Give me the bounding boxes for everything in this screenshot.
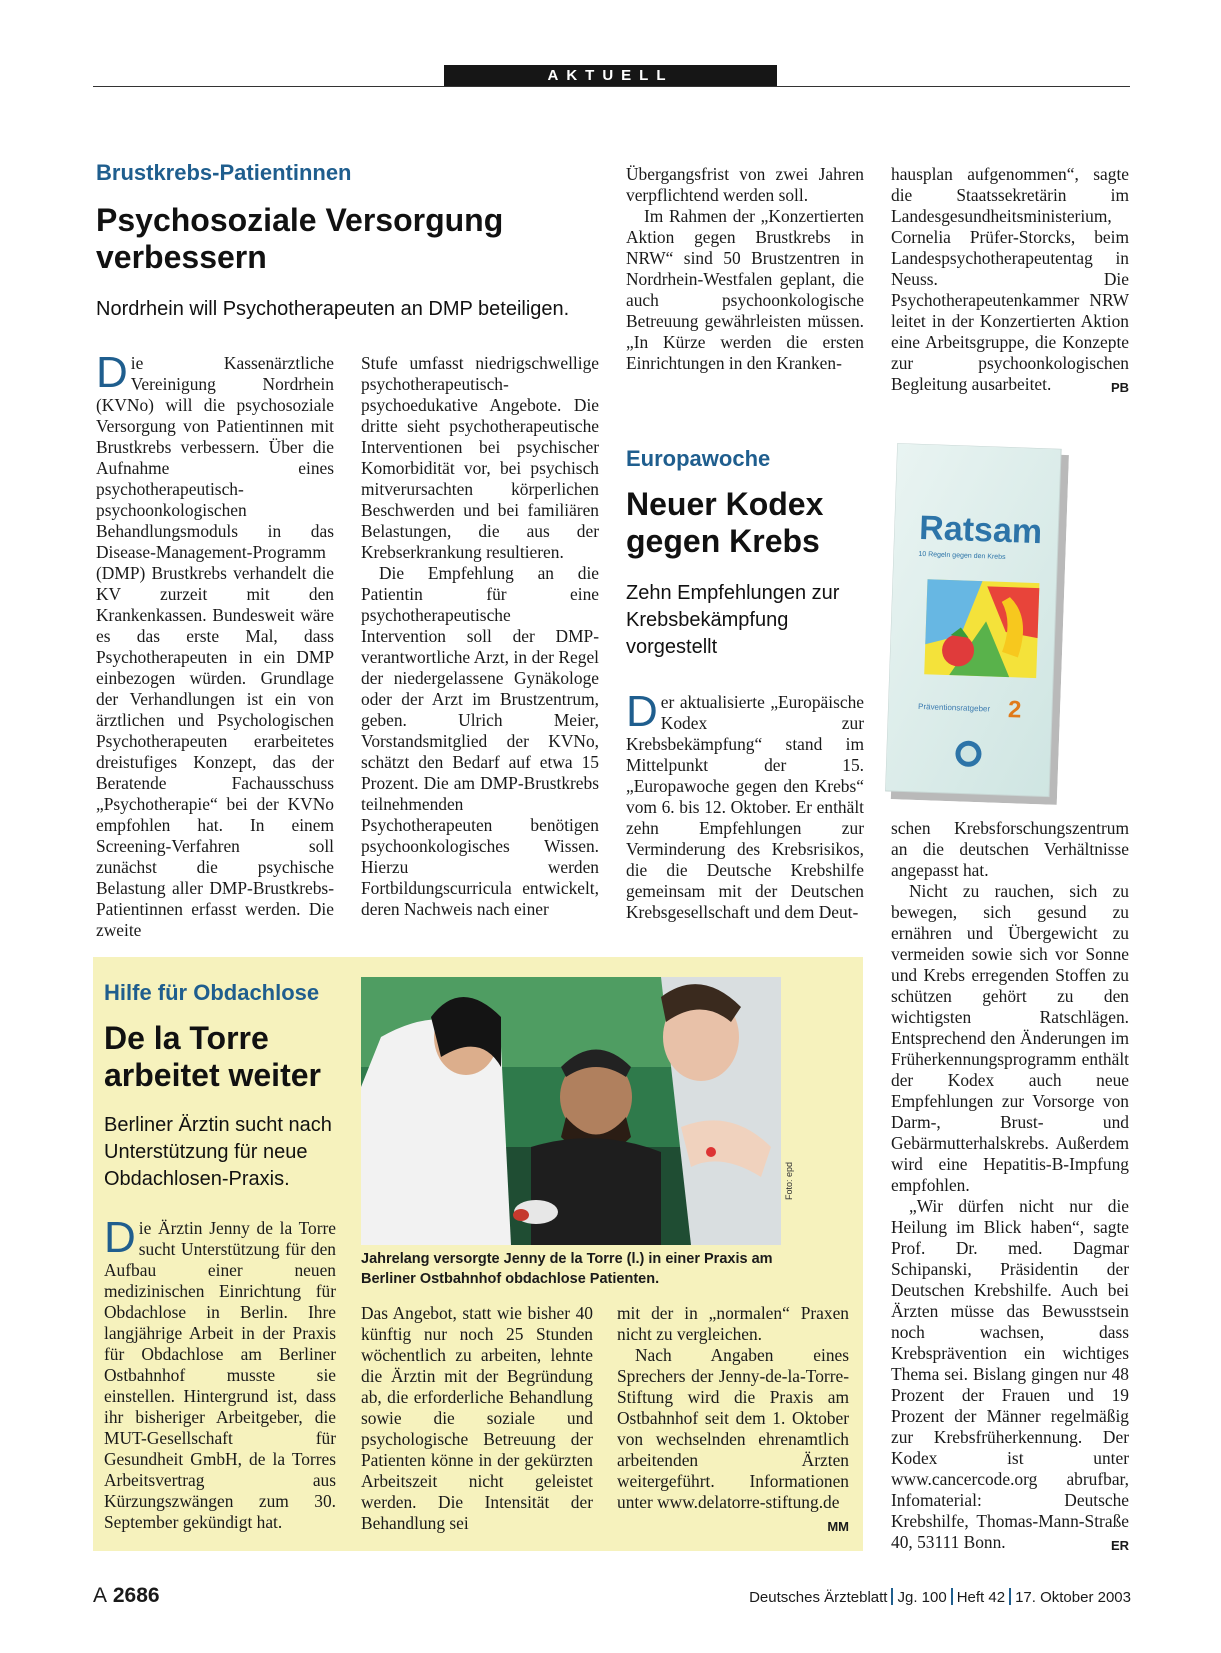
photo-credit: Foto: epd xyxy=(784,1161,794,1200)
article1-col3-para1: Übergangsfrist von zwei Jahren verpflichtend werden soll. xyxy=(626,164,864,205)
photo xyxy=(361,977,781,1245)
article2-col2-para1: schen Krebsforschungszentrum an die deutschen Verhältnisse angepasst hat. xyxy=(891,818,1129,880)
footer-separator xyxy=(951,1588,953,1605)
article1-col1-text: ie Kassenärztliche Vereinigung Nordrhein (KVNo) will die psychosoziale Versorgung von Patientinnen mit Brustkrebs verbessern. Über die Aufnahme eines psychotherapeutisch-psychoonkologischen Behandlungsmoduls in das Disease-Management-Programm (DMP) Brustkrebs verhandelt die KV zurzeit mit den Krankenkassen. Bundesweit wäre es das erste Mal, dass Psychotherapeuten in ein DMP einbezogen würden. Grundlage der Verhandlungen ist ein von ärztlichen und Psychologischen Psychotherapeuten erarbeitetes dreistufiges Konzept, das der Beratende Fachausschuss „Psychotherapie“ bei der KVNo empfohlen hat. In einem Screening-Verfahren soll zunächst die psychische Belastung aller DMP-Brustkrebs-Patientinnen erfasst werden. Die zweite xyxy=(96,353,334,940)
article2-column-2 xyxy=(891,818,1129,1556)
article3-col3-para2: Nach Angaben eines Sprechers der Jenny-de-la-Torre-Stiftung wird die Praxis am Ostbahnhof seit dem 1. Oktober von wechselnden ehrenamtlich arbeitenden Ärzten weitergeführt. Informationen unter www.delatorre-stiftung.de xyxy=(617,1345,849,1512)
article3-column-1 xyxy=(104,1213,336,1533)
footer-separator xyxy=(891,1588,893,1605)
article3-kicker: Hilfe für Obdachlose xyxy=(104,980,320,1005)
article1-column-4 xyxy=(891,164,1129,398)
page-number-value: 2686 xyxy=(112,1584,160,1607)
footer-info xyxy=(749,1588,1131,1606)
drop-cap: D xyxy=(104,1213,136,1262)
article1-deck: Nordrhein will Psychotherapeuten an DMP beteiligen. xyxy=(96,298,570,320)
article1-column-2 xyxy=(361,353,599,920)
article1-column-3 xyxy=(626,164,864,374)
article3-column-2 xyxy=(361,1303,593,1534)
drop-cap: D xyxy=(96,348,128,397)
article3-deck: Berliner Ärztin sucht nach Unterstützung für neue Obdachlosen-Praxis. xyxy=(104,1114,332,1190)
article3-col1-text: ie Ärztin Jenny de la Torre sucht Unterstützung für den Aufbau einer neuen medizinischen Einrichtung für Obdachlose in Berlin. Ihre langjährige Arbeit in der Praxis für Obdachlose am Berliner Ostbahnhof musste sie einstellen. Hintergrund ist, dass ihr bisheriger Arbeitgeber, die MUT-Gesellschaft für Gesundheit GmbH, de la Torres Arbeitsvertrag aus Kürzungszwängen zum 30. September gekündigt hat. xyxy=(104,1218,336,1532)
article2-headline: Neuer Kodex gegen Krebs xyxy=(626,486,824,559)
photo-caption: Jahrelang versorgte Jenny de la Torre (l.) in einer Praxis am Berliner Ostbahnhof obdachlose Patienten. xyxy=(361,1251,773,1287)
article3-column-3 xyxy=(617,1303,849,1537)
article1-signature: PB xyxy=(1110,380,1129,395)
article3-signature: MM xyxy=(827,1519,849,1534)
article2-col1-text: er aktualisierte „Europäische Kodex zur Krebsbekämpfung“ stand im Mittelpunkt der 15. „Europawoche gegen den Krebs“ vom 6. bis 12. Oktober. Er enthält zehn Empfehlungen zur Verminderung des Krebsrisikos, die die Deutsche Krebshilfe gemeinsam mit der Deutschen Krebsgesellschaft und dem Deut- xyxy=(626,692,864,922)
article2-signature: ER xyxy=(1110,1538,1129,1553)
page-prefix: A xyxy=(93,1584,108,1607)
header-rule xyxy=(93,86,1130,87)
brochure-image xyxy=(885,443,1069,805)
article1-col2-para1: Stufe umfasst niedrigschwellige psychotherapeutisch-psychoedukative Angebote. Die dritte sieht psychotherapeutische Interventionen bei psychischer Komorbidität vor, bei psychisch mitverursachten körperlichen Beschwerden und bei familiären Belastungen, die aus der Krebserkrankung resultieren. xyxy=(361,353,599,562)
brochure-number: 2 xyxy=(1007,696,1022,724)
section-label: AKTUELL xyxy=(444,65,777,86)
article2-col2-para2: Nicht zu rauchen, sich zu bewegen, sich gesund zu ernähren und Übergewicht zu vermeiden sowie sich vor Sonne und Krebs erregenden Stoffen zu schützen gehört zu den wichtigsten Ratschlägen. Entsprechend den Änderungen im Früherkennungsprogramm enthält der Kodex auch neue Empfehlungen zur Vorsorge von Darm-, Brust- und Gebärmutterhalskrebs. Außerdem wird eine Hepatitis-B-Impfung empfohlen. xyxy=(891,881,1129,1195)
article2-col2-para3: „Wir dürfen nicht nur die Heilung im Blick haben“, sagte Prof. Dr. med. Dagmar Schipanski, Präsidentin der Deutschen Krebshilfe. Auch bei Ärzten müsse das Bewusstsein noch wachsen, dass Krebsprävention ein wichtiges Thema sei. Bislang gingen nur 48 Prozent der Frauen und 19 Prozent der Männer regelmäßig zur Krebsfrüherkennung. Der Kodex ist unter www.cancercode.org abrufbar, Infomaterial: Deutsche Krebshilfe, Thomas-Mann-Straße 40, 53111 Bonn. xyxy=(891,1196,1129,1552)
brochure-subtitle: 10 Regeln gegen den Krebs xyxy=(918,550,1006,561)
page-number xyxy=(93,1584,160,1608)
brochure-series: Präventionsratgeber xyxy=(917,701,991,714)
issue: Heft 42 xyxy=(956,1589,1006,1606)
article1-col4-text: hausplan aufgenommen“, sagte die Staatssekretärin im Landesgesundheitsministerium, Cornelia Prüfer-Storcks, beim Landespsychotherapeutentag in Neuss. Die Psychotherapeutenkammer NRW leitet in der Konzertierten Aktion eine Arbeitsgruppe, die Konzepte zur psychoonkologischen Begleitung ausarbeitet. xyxy=(891,164,1129,394)
article3-col3-para1: mit der in „normalen“ Praxen nicht zu vergleichen. xyxy=(617,1303,849,1344)
drop-cap: D xyxy=(626,687,658,736)
journal-name: Deutsches Ärzteblatt xyxy=(749,1589,888,1606)
article1-col3-para2: Im Rahmen der „Konzertierten Aktion gegen Brustkrebs in NRW“ sind 50 Brustzentren in Nordrhein-Westfalen geplant, die auch psychoonkologische Betreuung gewährleisten müssen. „In Kürze werden die ersten Einrichtungen in den Kranken- xyxy=(626,206,864,373)
article2-kicker: Europawoche xyxy=(626,446,771,471)
brochure-title: Ratsam xyxy=(918,508,1043,552)
article3-col2-text: Das Angebot, statt wie bisher 40 künftig nur noch 25 Stunden wöchentlich zu arbeiten, lehnte die Ärztin mit der Begründung ab, die erforderliche Behandlung sowie die soziale und psychologische Betreuung der Patienten könne in der gekürzten Arbeitszeit nicht geleistet werden. Die Intensität der Behandlung sei xyxy=(361,1303,593,1533)
volume: Jg. 100 xyxy=(897,1589,947,1606)
article1-headline: Psychosoziale Versorgung verbessern xyxy=(96,202,504,275)
article3-headline: De la Torre arbeitet weiter xyxy=(104,1020,321,1093)
article2-deck: Zehn Empfehlungen zur Krebsbekämpfung vorgestellt xyxy=(626,582,840,658)
article2-column-1 xyxy=(626,687,864,923)
article1-kicker: Brustkrebs-Patientinnen xyxy=(96,160,352,185)
article1-column-1 xyxy=(96,348,334,941)
issue-date: 17. Oktober 2003 xyxy=(1015,1589,1131,1606)
article1-col2-para2: Die Empfehlung an die Patientin für eine psychotherapeutische Intervention soll der DMP-verantwortliche Arzt, in der Regel der niedergelassene Gynäkologe oder der Arzt im Brustzentrum, geben. Ulrich Meier, Vorstandsmitglied der KVNo, schätzt den Bedarf auf etwa 15 Prozent. Die am DMP-Brustkrebs teilnehmenden Psychotherapeuten benötigen psychoonkologisches Wissen. Hierzu werden Fortbildungscurricula entwickelt, deren Nachweis nach einer xyxy=(361,563,599,919)
footer-separator xyxy=(1009,1588,1011,1605)
